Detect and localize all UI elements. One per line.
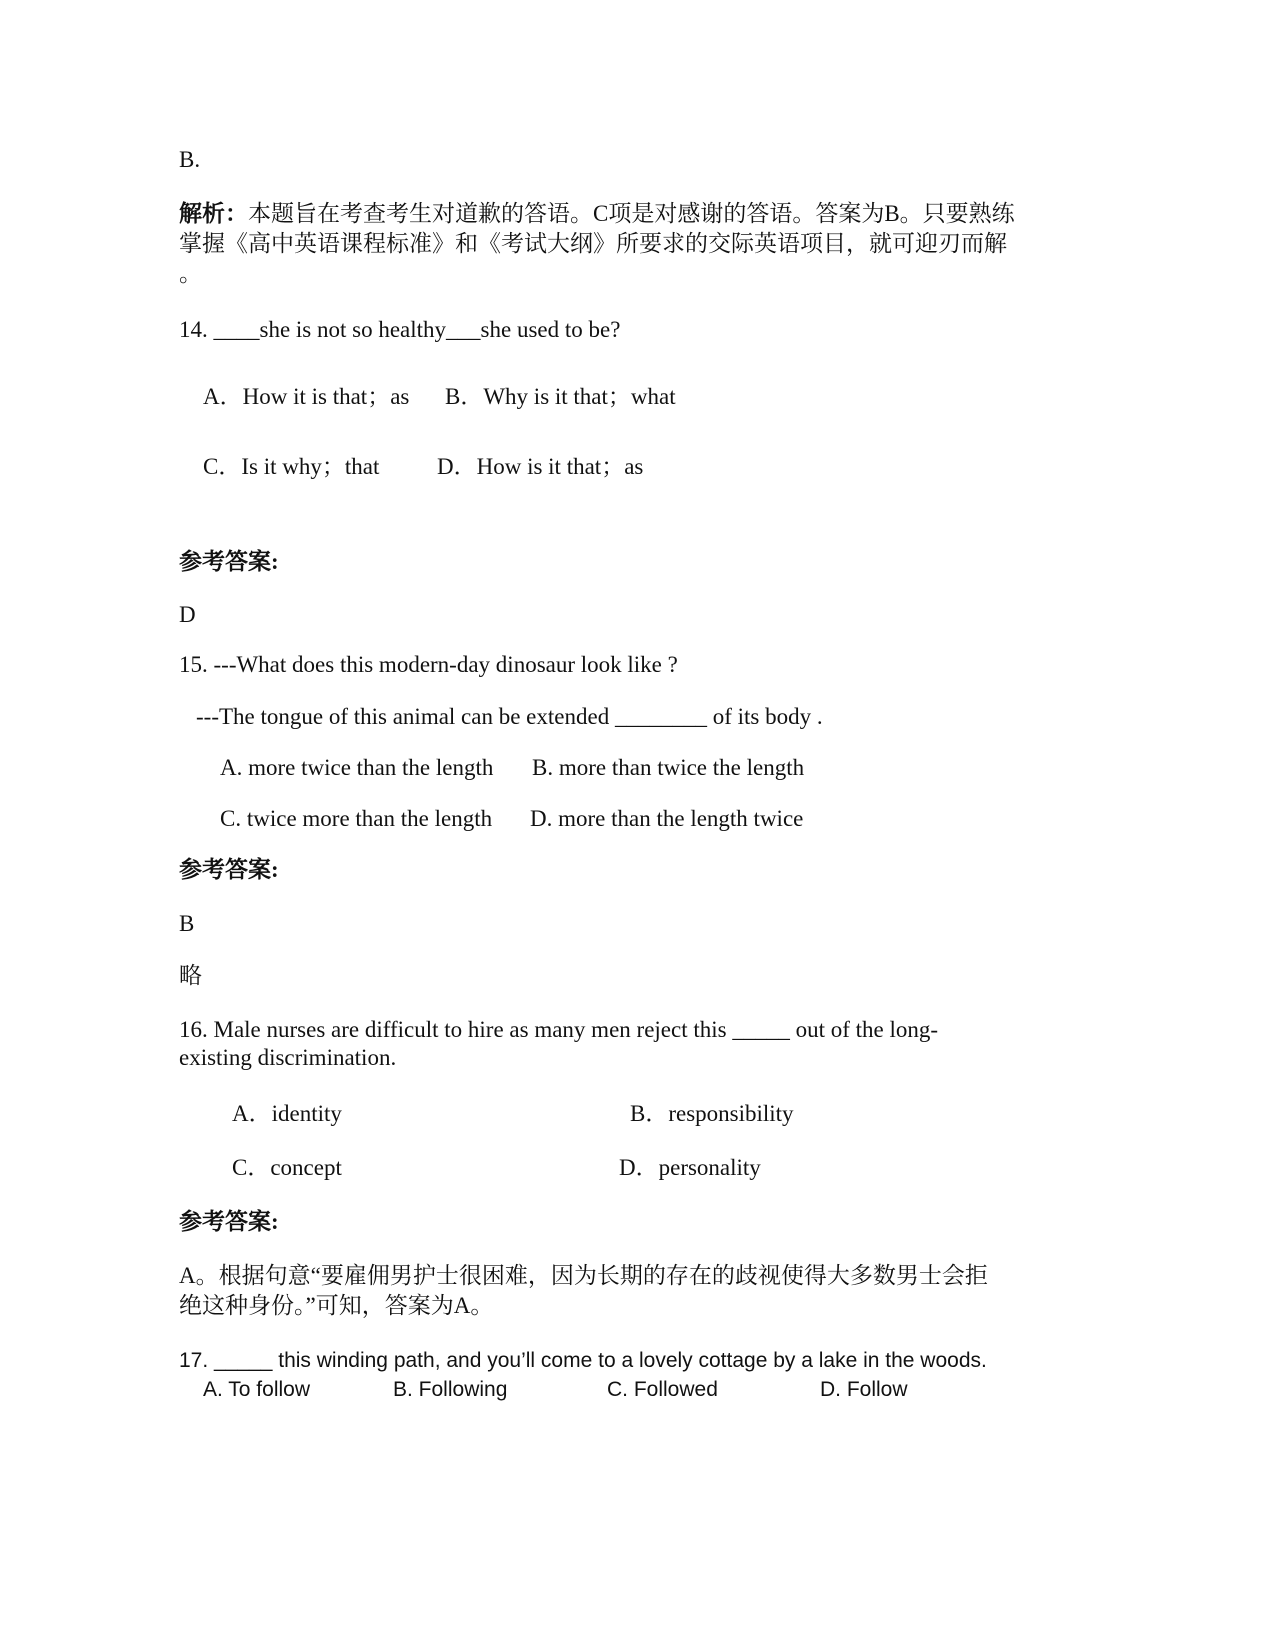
q16-answer-heading: 参考答案: <box>179 1209 279 1234</box>
q17-option-d: D. Follow <box>820 1378 908 1401</box>
q13-analysis-line-3: 。 <box>179 261 202 286</box>
q16-answer-line-2: 绝这种身份。”可知，答案为A。 <box>179 1293 494 1318</box>
q16-answer-line-1: A。根据句意“要雇佣男护士很困难，因为长期的存在的歧视使得大多数男士会拒 <box>179 1263 988 1288</box>
q16-stem-line-1: 16. Male nurses are difficult to hire as many men reject this _____ out of the long- <box>179 1017 939 1042</box>
q17-option-c: C. Followed <box>607 1378 718 1401</box>
q15-option-b: B. more than twice the length <box>532 755 805 780</box>
q17-stem: 17. _____ this winding path, and you’ll come to a lovely cottage by a lake in the woods. <box>179 1349 987 1372</box>
q16-option-a: A．identity <box>232 1101 342 1126</box>
q15-option-c: C. twice more than the length <box>220 806 493 831</box>
q16-option-b: B．responsibility <box>630 1101 794 1126</box>
q14-option-d: D．How is it that；as <box>437 454 644 479</box>
q15-option-a: A. more twice than the length <box>220 755 494 780</box>
q14-answer-heading: 参考答案: <box>179 549 279 574</box>
q14-stem: 14. ____she is not so healthy___she used to be? <box>179 317 621 342</box>
q16-stem-line-2: existing discrimination. <box>179 1045 397 1070</box>
q15-note: 略 <box>179 963 202 988</box>
q14-option-a: A．How it is that；as <box>203 384 410 409</box>
q15-answer-heading: 参考答案: <box>179 857 279 882</box>
q16-option-d: D．personality <box>619 1155 761 1180</box>
q14-option-b: B．Why is it that；what <box>445 384 676 409</box>
q13-analysis-line-1 <box>179 200 1015 228</box>
q14-answer: D <box>179 602 196 627</box>
q15-answer: B <box>179 911 195 936</box>
q15-option-d: D. more than the length twice <box>530 806 804 831</box>
analysis-text: 本题旨在考查考生对道歉的答语。C项是对感谢的答语。答案为B。只要熟练 <box>248 201 1015 226</box>
q13-analysis-line-2: 掌握《高中英语课程标准》和《考试大纲》所要求的交际英语项目，就可迎刃而解 <box>179 231 1007 256</box>
q15-stem-2: ---The tongue of this animal can be extended ________ of its body . <box>196 704 823 729</box>
analysis-label: 解析： <box>179 201 248 226</box>
q15-stem: 15. ---What does this modern-day dinosaur look like ? <box>179 652 678 677</box>
q17-option-a: A. To follow <box>203 1378 310 1401</box>
q13-answer: B. <box>179 147 201 172</box>
q17-option-b: B. Following <box>393 1378 508 1401</box>
q16-option-c: C．concept <box>232 1155 342 1180</box>
q14-option-c: C．Is it why；that <box>203 454 380 479</box>
